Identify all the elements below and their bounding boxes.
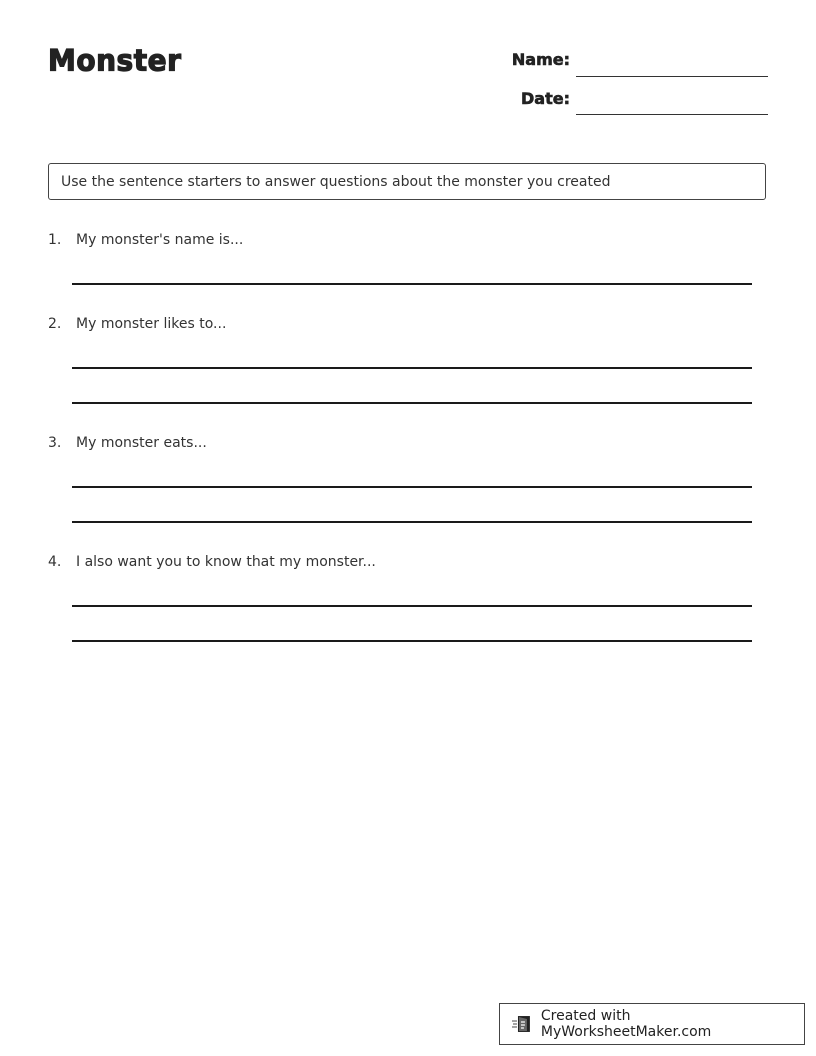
instructions-box: Use the sentence starters to answer questions about the monster you created (48, 163, 766, 200)
question-text: I also want you to know that my monster... (76, 554, 376, 570)
date-field[interactable] (576, 114, 768, 115)
answer-line-1-1[interactable] (72, 283, 752, 285)
name-field[interactable] (576, 76, 768, 77)
answer-line-2-1[interactable] (72, 367, 752, 369)
question-text: My monster likes to... (76, 316, 227, 332)
question-number: 3. (48, 435, 62, 451)
footer-text: Created with MyWorksheetMaker.com (540, 1008, 712, 1040)
answer-line-4-2[interactable] (72, 640, 752, 642)
answer-line-3-2[interactable] (72, 521, 752, 523)
answer-line-2-2[interactable] (72, 402, 752, 404)
question-4 (48, 554, 376, 570)
answer-line-4-1[interactable] (72, 605, 752, 607)
question-number: 1. (48, 232, 62, 248)
footer-credit-badge[interactable] (499, 1003, 805, 1045)
question-text: My monster's name is... (76, 232, 244, 248)
question-2 (48, 316, 226, 332)
question-3 (48, 435, 207, 451)
question-1 (48, 232, 243, 248)
answer-line-3-1[interactable] (72, 486, 752, 488)
worksheet-title: Monster (48, 43, 182, 78)
question-number: 2. (48, 316, 62, 332)
name-label: Name: (511, 50, 570, 69)
date-label: Date: (521, 89, 570, 108)
question-text: My monster eats... (76, 435, 207, 451)
question-number: 4. (48, 554, 62, 570)
worksheet-maker-logo-icon (511, 1013, 533, 1035)
